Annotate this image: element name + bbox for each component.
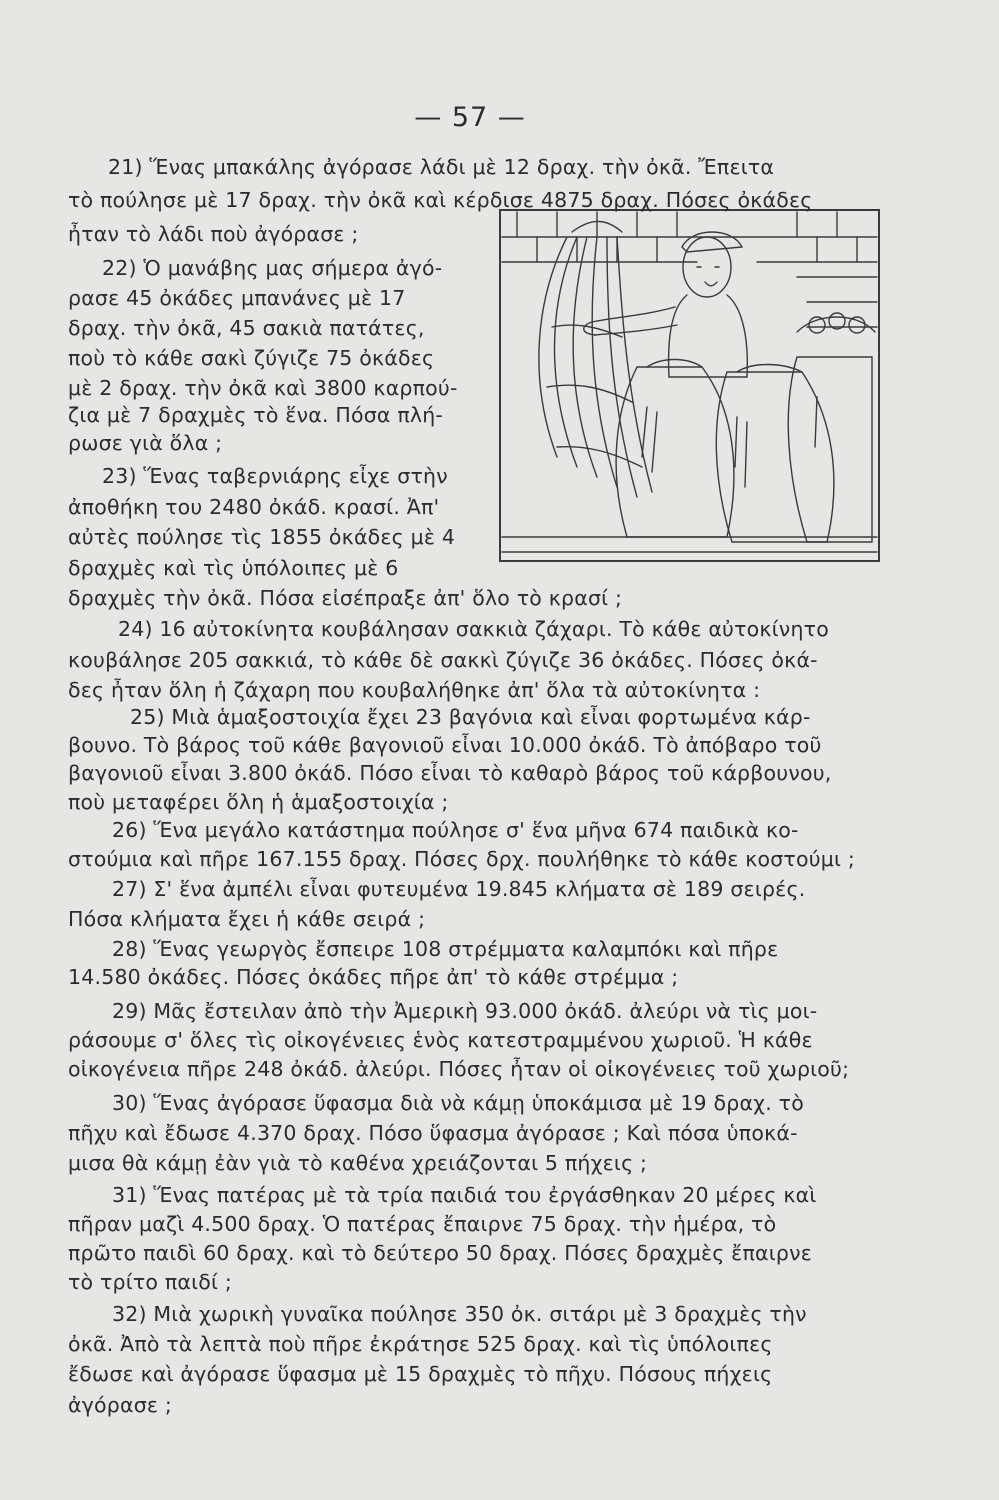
text-line: 25) Μιὰ ἁμαξοστοιχία ἔχει 23 βαγόνια καὶ εἶναι φορτωμένα κάρ- [130,705,811,729]
text-line: ὀκᾶ. Ἀπὸ τὰ λεπτὰ ποὺ πῆρε ἐκράτησε 525 δραχ. καὶ τὶς ὑπόλοιπες [68,1332,773,1356]
text-line: βουνο. Τὸ βάρος τοῦ κάθε βαγονιοῦ εἶναι 10.000 ὀκάδ. Τὸ ἀπόβαρο τοῦ [68,733,822,757]
text-line: ποὺ μεταφέρει ὅλη ἡ ἁμαξοστοιχία ; [68,790,449,814]
text-line: 32) Μιὰ χωρικὴ γυναῖκα πούλησε 350 ὀκ. σιτάρι μὲ 3 δραχμὲς τὴν [112,1302,807,1326]
text-line: βαγονιοῦ εἶναι 3.800 ὀκάδ. Πόσο εἶναι τὸ καθαρὸ βάρος τοῦ κάρβουνου, [68,761,832,785]
text-line: 28) Ἕνας γεωργὸς ἔσπειρε 108 στρέμματα καλαμπόκι καὶ πῆρε [112,937,779,961]
text-line: οἰκογένεια πῆρε 248 ὀκάδ. ἀλεύρι. Πόσες ἦταν οἱ οἰκογένειες τοῦ χωριοῦ; [68,1057,850,1081]
text-line: δες ἦταν ὅλη ἡ ζάχαρη που κουβαλήθηκε ἀπ' ὅλα τὰ αὐτοκίνητα : [68,678,761,702]
text-line: ἀγόρασε ; [68,1393,173,1417]
text-line: 23) Ἕνας ταβερνιάρης εἶχε στὴν [102,464,448,488]
text-line: πῆραν μαζὶ 4.500 δραχ. Ὁ πατέρας ἔπαιρνε 75 δραχ. τὴν ἡμέρα, τὸ [68,1212,777,1236]
text-line: δραχμὲς καὶ τὶς ὑπόλοιπες μὲ 6 [68,556,399,580]
text-line: στούμια καὶ πῆρε 167.155 δραχ. Πόσες δρχ. πουλήθηκε τὸ κάθε κοστούμι ; [68,847,855,871]
text-line: δραχμὲς τὴν ὀκᾶ. Πόσα εἰσέπραξε ἀπ' ὅλο τὸ κρασί ; [68,586,623,610]
grocer-illustration [497,207,882,564]
text-line: αὐτὲς πούλησε τὶς 1855 ὀκάδες μὲ 4 [68,525,456,549]
text-line: 29) Μᾶς ἔστειλαν ἀπὸ τὴν Ἀμερικὴ 93.000 ὀκάδ. ἀλεύρι νὰ τὶς μοι- [112,999,818,1023]
text-line: τὸ τρίτο παιδί ; [68,1270,232,1294]
page-number: — 57 — [414,102,526,133]
text-line: 21) Ἕνας μπακάλης ἀγόρασε λάδι μὲ 12 δραχ. τὴν ὀκᾶ. Ἔπειτα [108,155,775,179]
text-line: ρασε 45 ὀκάδες μπανάνες μὲ 17 [68,286,406,310]
text-line: 14.580 ὀκάδες. Πόσες ὀκάδες πῆρε ἀπ' τὸ κάθε στρέμμα ; [68,965,679,989]
text-line: τὸ πούλησε μὲ 17 δραχ. τὴν ὀκᾶ καὶ κέρδισε 4875 δραχ. Πόσες ὀκάδες [68,188,813,212]
text-line: δραχ. τὴν ὀκᾶ, 45 σακιὰ πατάτες, [68,316,425,340]
text-line: 31) Ἕνας πατέρας μὲ τὰ τρία παιδιά του ἐργάσθηκαν 20 μέρες καὶ [112,1183,817,1207]
text-line: 27) Σ' ἕνα ἀμπέλι εἶναι φυτευμένα 19.845 κλήματα σὲ 189 σειρές. [112,877,806,901]
text-line: ἔδωσε καὶ ἀγόρασε ὕφασμα μὲ 15 δραχμὲς τὸ πῆχυ. Πόσους πήχεις [68,1362,773,1386]
text-line: ἀποθήκη του 2480 ὀκάδ. κρασί. Ἀπ' [68,495,440,519]
text-line: ρωσε γιὰ ὅλα ; [68,431,223,455]
text-line: 22) Ὁ μανάβης μας σήμερα ἀγό- [102,256,443,280]
text-line: πῆχυ καὶ ἔδωσε 4.370 δραχ. Πόσο ὕφασμα ἀγόρασε ; Καὶ πόσα ὑποκά- [68,1121,798,1145]
text-line: ποὺ τὸ κάθε σακὶ ζύγιζε 75 ὀκάδες [68,346,435,370]
text-line: Πόσα κλήματα ἔχει ἡ κάθε σειρά ; [68,907,426,931]
text-line: ἦταν τὸ λάδι ποὺ ἀγόρασε ; [68,222,359,246]
text-line: ράσουμε σ' ὅλες τὶς οἰκογένειες ἑνὸς κατεστραμμένου χωριοῦ. Ἡ κάθε [68,1028,813,1052]
text-line: μὲ 2 δραχ. τὴν ὀκᾶ καὶ 3800 καρπού- [68,376,458,400]
text-line: κουβάλησε 205 σακκιά, τὸ κάθε δὲ σακκὶ ζύγιζε 36 ὀκάδες. Πόσες ὀκά- [68,648,818,672]
text-line: πρῶτο παιδὶ 60 δραχ. καὶ τὸ δεύτερο 50 δραχ. Πόσες δραχμὲς ἔπαιρνε [68,1241,813,1265]
text-line: 24) 16 αὐτοκίνητα κουβάλησαν σακκιὰ ζάχαρι. Τὸ κάθε αὐτοκίνητο [118,617,829,641]
text-line: 30) Ἕνας ἀγόρασε ὕφασμα διὰ νὰ κάμῃ ὑποκάμισα μὲ 19 δραχ. τὸ [112,1091,804,1115]
text-line: μισα θὰ κάμῃ ἐὰν γιὰ τὸ καθένα χρειάζονται 5 πήχεις ; [68,1151,648,1175]
text-line: 26) Ἕνα μεγάλο κατάστημα πούλησε σ' ἕνα μῆνα 674 παιδικὰ κο- [112,818,799,842]
text-line: ζια μὲ 7 δραχμὲς τὸ ἕνα. Πόσα πλή- [68,403,444,427]
